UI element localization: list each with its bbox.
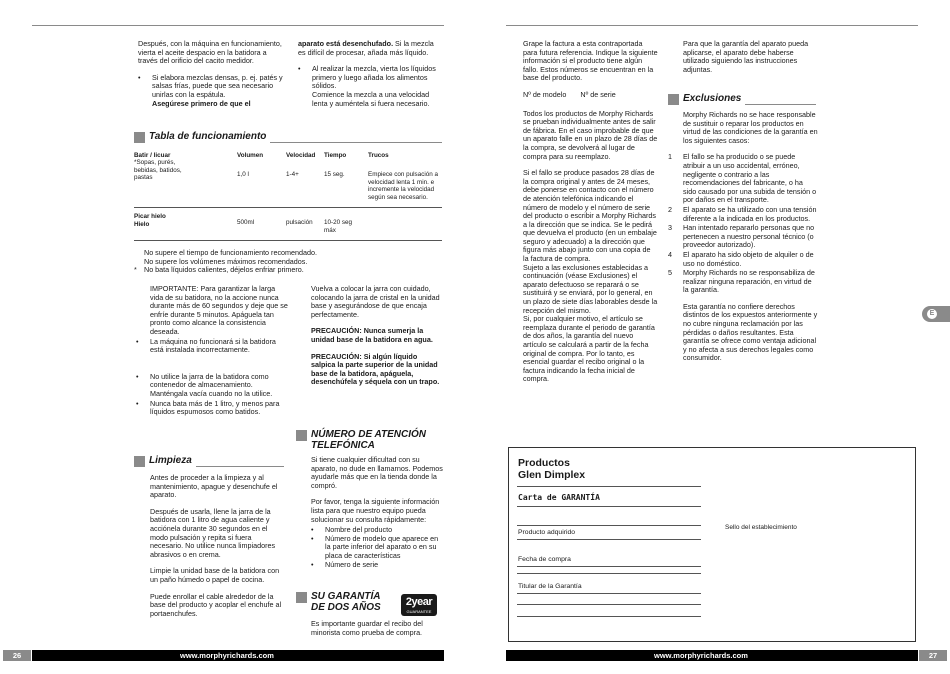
- note-item-starred: [134, 266, 444, 275]
- exclusion-item: [668, 269, 818, 295]
- exclusions-heading-text: Exclusiones: [683, 93, 742, 104]
- caution-2: PRECAUCIÓN: Si algún líquido salpica la parte superior de la unidad base de la batidora, apáguela, desenchúfela y séquela con un trapo.: [311, 351, 440, 387]
- intro2-bold: aparato está desenchufado.: [298, 39, 394, 48]
- row2-title-cell: [134, 213, 237, 234]
- exclusion-item: [668, 206, 818, 223]
- language-tab[interactable]: [922, 306, 950, 322]
- two-year-guarantee-badge: [401, 594, 437, 616]
- left-top-rule: [32, 25, 444, 26]
- card-field-line: [517, 593, 701, 594]
- note-item: No supere el tiempo de funcionamiento recomendado.: [144, 248, 318, 257]
- heading-square-icon: [296, 430, 307, 441]
- footer-url-right[interactable]: www.morphyrichards.com: [654, 651, 748, 660]
- exclusion-text: El fallo se ha producido o se puede atribuir a un uso accidental, erróneo, negligente o contrario a las recomendaciones del fabricante, o ha sido causado por una subida de tensión o por daños en el transporte.: [683, 152, 817, 205]
- caution-1: PRECAUCIÓN: Nunca sumerja la unidad base de la batidora en agua.: [311, 326, 433, 344]
- reassemble-paragraph: Vuelva a colocar la jarra con cuidado, colocando la jarra de cristal en la unidad base y asegurándose de que encaja perfectamente.: [311, 284, 440, 319]
- header-cell: Tiempo: [324, 152, 347, 159]
- intro-paragraph: Después, con la máquina en funcionamiento, vierta el aceite despacio en la batidora a través del orificio del cacito medidor.: [138, 39, 282, 66]
- row2-sub: Hielo: [134, 220, 150, 228]
- heading-square-icon: [134, 132, 145, 143]
- row2-speed: pulsación: [286, 219, 313, 227]
- guarantee-heading: [296, 591, 396, 613]
- card-title: Carta de GARANTÍA: [518, 493, 600, 502]
- card-field-line: [517, 506, 701, 507]
- header-cell: Batir / licuar: [134, 152, 171, 159]
- rights-paragraph: Esta garantía no confiere derechos distintos de los expuestos anteriormente y no cubre ninguna reclamación por las pérdidas o daños resultantes. Esta garantía se ofrece como ventaja adicional y no afecta a sus derechos legales como consumidor.: [683, 301, 818, 363]
- exclusions-heading: [668, 92, 816, 106]
- table-heading-text: Tabla de funcionamiento: [149, 131, 267, 142]
- note-text: No bata líquidos calientes, déjelos enfriar primero.: [144, 265, 304, 275]
- intro-bullet: [138, 74, 288, 108]
- row2-volume: 500ml: [237, 219, 255, 227]
- badge-text: 2year: [405, 596, 433, 608]
- intro2-paragraph: [298, 40, 441, 57]
- row1-speed: 1-4+: [286, 171, 299, 179]
- exclusion-item: [668, 224, 818, 250]
- right-col1: [523, 40, 658, 384]
- important-bullet: • No utilice la jarra de la batidora como contenedor de almacenamiento. Manténgala vacía cuando no la utilice.: [136, 373, 288, 399]
- header-cell: Volumen: [237, 152, 264, 159]
- guarantee-p1: Es importante guardar el recibo del minorista como prueba de compra.: [311, 619, 423, 637]
- helpline-item: • Número de serie: [311, 561, 443, 570]
- left-col2-intro: [298, 40, 441, 108]
- intro2-bullet-cont: Comience la mezcla a una velocidad lenta y auméntela si fuera necesario.: [312, 89, 430, 108]
- card-brand: [518, 457, 585, 481]
- serial-label: Nº de serie: [580, 89, 616, 99]
- conditions-paragraph: Para que la garantía del aparato pueda aplicarse, el aparato debe haberse utilizado siguiendo las instrucciones adjuntas.: [683, 39, 809, 74]
- exclusion-number: 5: [668, 268, 672, 278]
- important-bullet: • Nunca bata más de 1 litro, y menos para líquidos espumosos como batidos.: [136, 400, 288, 417]
- model-serial-row: [523, 91, 658, 100]
- row1-sub: *Sopas, purés, bebidas, batidos, pastas: [134, 159, 182, 182]
- card-field-line: [517, 573, 701, 574]
- heading-square-icon: [668, 94, 679, 105]
- intro2-bullet: [298, 65, 441, 108]
- card-field-line: [517, 616, 701, 617]
- cleaning-p3: Limpie la unidad base de la batidora con un paño húmedo o papel de cocina.: [150, 566, 280, 584]
- header-cell: Velocidad: [286, 152, 316, 159]
- model-label: Nº de modelo: [523, 89, 567, 99]
- staple-paragraph: Grape la factura a esta contraportada para futura referencia. Indique la siguiente información si el producto tiene algún fallo. Estos números se encuentran en la base del producto.: [523, 39, 658, 83]
- row2-title: Picar hielo: [134, 213, 166, 221]
- intro-bullet-bold: Asegúrese primero de que el: [152, 98, 251, 108]
- guarantee-heading-text: [311, 591, 381, 613]
- card-brand-l1: Productos: [518, 457, 570, 469]
- cleaning-p2: Después de usarla, llene la jarra de la batidora con 1 litro de agua caliente y acciónela durante 30 segundos en el modo pulsación y repita si fuera necesario. No utilice nunca limpiadores abrasivos o en crema.: [150, 506, 276, 559]
- exclusion-text: El aparato ha sido objeto de alquiler o de uso no doméstico.: [683, 249, 814, 268]
- exclusion-number: 1: [668, 152, 672, 162]
- helpline-heading-l2: TELEFÓNICA: [311, 440, 375, 451]
- warranty-card: [508, 447, 916, 642]
- heading-square-icon: [296, 592, 307, 603]
- intro2-bullet-text: Al realizar la mezcla, vierta los líquidos primero y luego añada los alimentos sólidos.: [312, 64, 436, 91]
- intro2-text: Si la mezcla es difícil de procesar, añada más líquido.: [298, 39, 434, 57]
- row2-time: 10-20 seg máx: [324, 219, 353, 234]
- card-brand-l2: Glen Dimplex: [518, 469, 586, 481]
- card-field-line: [517, 566, 701, 567]
- helpline-heading: [296, 429, 442, 451]
- heading-rule: [196, 466, 284, 467]
- exclusion-item: [668, 153, 818, 205]
- heading-rule: [270, 142, 442, 143]
- tested-paragraph: Todos los productos de Morphy Richards se prueban individualmente antes de salir de fábrica. En el caso improbable de que un aparato falle en un plazo de 28 días de la compra, se devolverá al lugar de compra para su reemplazo.: [523, 108, 658, 161]
- exclusion-number: 3: [668, 223, 672, 233]
- helpline-p1: Si tiene cualquier dificultad con su aparato, no dude en llamarnos. Podemos ayudarle más que en la tienda donde la compró.: [311, 455, 443, 490]
- fault-paragraph: Si el fallo se produce pasados 28 días de la compra original y antes de 24 meses, debe ponerse en contacto con el número de atención telefónica indicando el número de modelo y el número de serie del producto o escribir a Morphy Richards a la dirección que se indica. Se le pedirá que devuelva el producto (en un embalaje seguro y adecuado) a la dirección que figura más abajo junto con una copia de la factura de compra.: [523, 168, 657, 264]
- right-col2: [668, 40, 816, 82]
- table-section-heading: [134, 130, 442, 144]
- card-field-line: [517, 525, 701, 526]
- card-field-line: [517, 604, 701, 605]
- page-number-right: 27: [919, 650, 947, 661]
- heading-square-icon: [134, 456, 145, 467]
- card-field-holder[interactable]: Titular de la Garantía: [518, 583, 582, 590]
- exclusion-text: Han intentado repararlo personas que no pertenecen a nuestro personal técnico (o proveedor autorizado).: [683, 223, 815, 250]
- operation-table: [134, 152, 442, 241]
- left-col1-important: [136, 285, 288, 417]
- badge-sub: GUARANTEE: [406, 609, 432, 614]
- row1-time: 15 seg.: [324, 171, 345, 179]
- guarantee-heading-l2: DE DOS AÑOS: [311, 602, 381, 613]
- helpline-body: [311, 456, 443, 569]
- important-bullet: • La máquina no funcionará si la batidora está instalada incorrectamente.: [136, 338, 288, 355]
- table-row: [134, 213, 442, 234]
- exclusion-item: [668, 251, 818, 268]
- helpline-item: • Número de modelo que aparece en la parte inferior del aparato o en su placa de características: [311, 535, 443, 561]
- intro-bullet-text: Si elabora mezclas densas, p. ej. patés y salsas frías, puede que sea necesario unirlas con la espátula.: [152, 72, 283, 99]
- left-col2-important: [311, 285, 442, 395]
- exclusion-number: 4: [668, 249, 672, 259]
- cleaning-heading: [134, 454, 284, 468]
- left-col1-intro: [138, 40, 288, 108]
- guarantee-body: [311, 620, 443, 645]
- card-field-product[interactable]: Producto adquirido: [518, 529, 576, 536]
- exclusions-intro: Morphy Richards no se hace responsable de sustituir o reparar los productos en virtud de las condiciones de la garantía en los siguientes casos:: [683, 110, 818, 145]
- row1-tips: Empiece con pulsación a velocidad lenta 1 min. e incremente la velocidad según sea necesario.: [368, 171, 439, 201]
- note-item: No supere los volúmenes máximos recomendados.: [144, 256, 308, 266]
- left-footer-bar: [32, 650, 444, 661]
- card-stamp-label: Sello del establecimiento: [725, 524, 797, 531]
- cleaning-heading-text: Limpieza: [149, 455, 192, 466]
- footer-url-left[interactable]: www.morphyrichards.com: [180, 651, 274, 660]
- exclusion-number: 2: [668, 204, 672, 214]
- exclusion-text: El aparato se ha utilizado con una tensión diferente a la indicada en los productos.: [683, 204, 817, 223]
- row2-tips: [368, 213, 442, 234]
- cleaning-p1: Antes de proceder a la limpieza y al mantenimiento, apague y desenchufe el aparato.: [150, 473, 278, 500]
- card-field-date[interactable]: Fecha de compra: [518, 556, 571, 563]
- exclusion-text: Morphy Richards no se responsabiliza de realizar ninguna reparación, en virtud de la garantía.: [683, 268, 815, 295]
- card-field-line: [517, 539, 701, 540]
- heading-rule: [745, 104, 816, 105]
- helpline-p2: Por favor, tenga la siguiente información lista para que nuestro equipo pueda solucionar su consulta rápidamente:: [311, 497, 440, 524]
- card-brand-rule: [517, 486, 701, 487]
- helpline-heading-text: [311, 429, 426, 451]
- helpline-heading-l1: NÚMERO DE ATENCIÓN: [311, 429, 426, 440]
- replacement-paragraph: Si, por cualquier motivo, el artículo se reemplaza durante el periodo de garantía de dos años, la garantía del nuevo artículo se calculará a partir de la fecha original de compra. Por lo tanto, es esencial guardar el recibo original o la factura indicando la fecha inicial de compra.: [523, 314, 655, 384]
- cleaning-body: [150, 474, 286, 626]
- header-cell: Trucos: [368, 152, 389, 159]
- table-notes: [134, 249, 444, 275]
- important-paragraph: IMPORTANTE: Para garantizar la larga vida de su batidora, no la accione nunca durante más de 60 segundos y deje que se enfríe durante 5 minutos. Apáguela tan pronto como alcance la consistencia deseada.: [150, 284, 288, 336]
- helpline-item: • Nombre del producto: [311, 526, 443, 535]
- row1-volume: 1,0 l: [237, 171, 249, 179]
- exclusions-ref-paragraph: Sujeto a las exclusiones establecidas a continuación (véase Exclusiones) el aparato defectuoso se reparará o se sustituirá y se enviará, por lo general, en un plazo de siete días laborables desde la recepción del mismo.: [523, 262, 658, 315]
- right-footer-bar: [506, 650, 918, 661]
- table-header-row: [134, 152, 442, 159]
- right-top-rule: [506, 25, 918, 26]
- table-row: [134, 159, 442, 207]
- exclusions-body: [668, 111, 818, 371]
- page-number-left: 26: [3, 650, 31, 661]
- note-star: *: [134, 265, 137, 275]
- guarantee-heading-l1: SU GARANTÍA: [311, 591, 381, 602]
- cleaning-p4: Puede enrollar el cable alrededor de la base del producto y acoplar el enchufe al portaenchufes.: [150, 591, 282, 618]
- language-tab-letter: E: [927, 309, 937, 319]
